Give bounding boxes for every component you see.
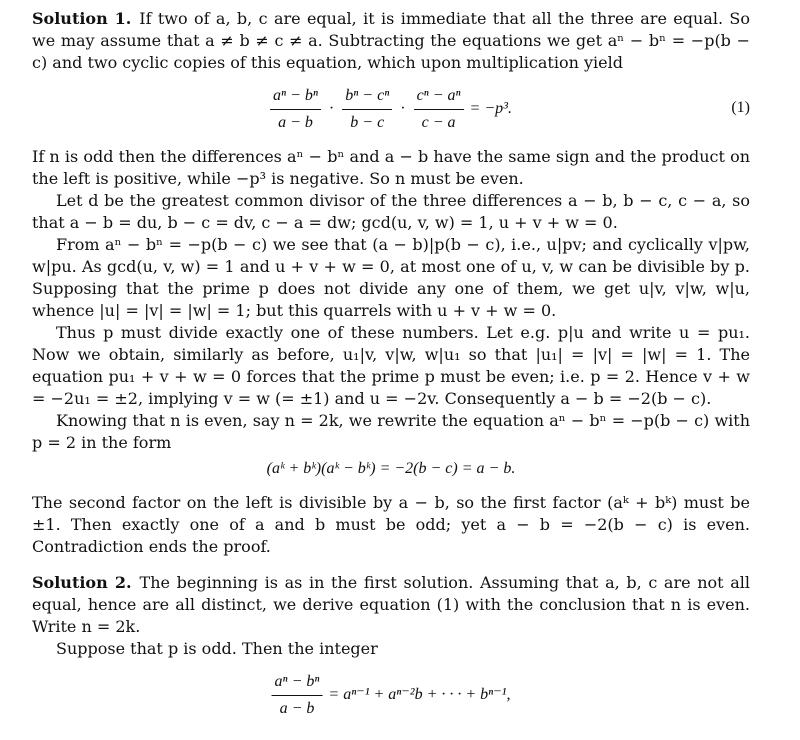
solution1-paragraph-3: Let d be the greatest common divisor of the three differences a − b, b − c, c − a, so that a − b = du, b − c = dv, c − a = dw; gcd(u, v, w) = 1, u + v + w = 0. [32,191,750,232]
fraction-3: $\frac{\text{cⁿ − aⁿ}}{c - a}$ [414,85,464,134]
solution1-paragraph-5: Thus p must divide exactly one of these numbers. Let e.g. p|u and write u = pu₁. Now we obtain, similarly as before, u₁|v, v|w, w|u₁ so that |u₁| = |v| = |w| = 1. The equation pu₁ + v + w = 0 forces that the prime p must be even; i.e. p = 2. Hence v + w = −2u₁ = ±2, implying v = w (= ±1) and u = −2v. Consequently a − b = −2(b − c). [32,323,750,408]
solution1-paragraph-2: If n is odd then the differences aⁿ − bⁿ and a − b have the same sign and the product on the left is positive, while −p³ is negative. So n must be even. [32,147,750,188]
equation-number: (1) [731,99,750,116]
solution2-heading: Solution 2. [32,573,132,592]
equation-3-rhs: = aⁿ⁻¹ + aⁿ⁻²b + · · · + bⁿ⁻¹, [328,686,511,703]
equation-2: (aᵏ + bᵏ)(aᵏ − bᵏ) = −2(b − c) = a − b. [266,460,516,477]
equation-3 [32,666,750,724]
solution2-intro-text: The beginning is as in the first solution. Assuming that a, b, c are not all equal, hence are all distinct, we derive equation (1) with the conclusion that n is even. Write n = 2k. [32,573,751,636]
solution1-paragraph-4: From aⁿ − bⁿ = −p(b − c) we see that (a − b)|p(b − c), i.e., u|pv; and cyclically v|pw, w|pu. As gcd(u, v, w) = 1 and u + v + w = 0, at most one of u, v, w can be divisible by p. Supposing that the prime p does not divide any one of them, we get u|v, v|w, w|u, whence |u| = |v| = |w| = 1; but this quarrels with u + v + w = 0. [32,235,750,320]
solution1-paragraph-6: Knowing that n is even, say n = 2k, we rewrite the equation aⁿ − bⁿ = −p(b − c) with p = 2 in the form [32,411,750,452]
solution2-paragraph-2: Suppose that p is odd. Then the integer [56,639,378,658]
fraction-4: $\frac{\text{aⁿ − bⁿ}}{a - b}$ [272,671,323,720]
fraction-1: $\frac{\text{aⁿ − bⁿ}}{a - b}$ [270,85,321,134]
document-page [32,8,750,732]
solution1-intro-text: If two of a, b, c are equal, it is immediate that all the three are equal. So we may assume that a ≠ b ≠ c ≠ a. Subtracting the equations we get aⁿ − bⁿ = −p(b − c) and two cyclic copies of this equation, which upon multiplication yield [32,9,750,72]
solution1-heading: Solution 1. [32,9,132,28]
solution2-paragraph-1 [32,572,750,638]
solution1-paragraph-7: The second factor on the left is divisible by a − b, so the first factor (aᵏ + bᵏ) must be ±1. Then exactly one of a and b must be odd; yet a − b = −2(b − c) is even. Contradiction ends the proof. [32,493,750,556]
equation-1-rhs: = −p³. [469,100,512,117]
fraction-2: $\frac{\text{bⁿ − cⁿ}}{b - c}$ [342,85,392,134]
solution1-paragraph-1 [32,8,750,74]
equation-1: $\frac{\text{aⁿ − bⁿ}}{a - b}$ · $\frac{\text{bⁿ − cⁿ}}{b - c}$ · $\frac{\text{cⁿ − aⁿ}}{c - a}$ = −p³. (1) [32,80,750,138]
